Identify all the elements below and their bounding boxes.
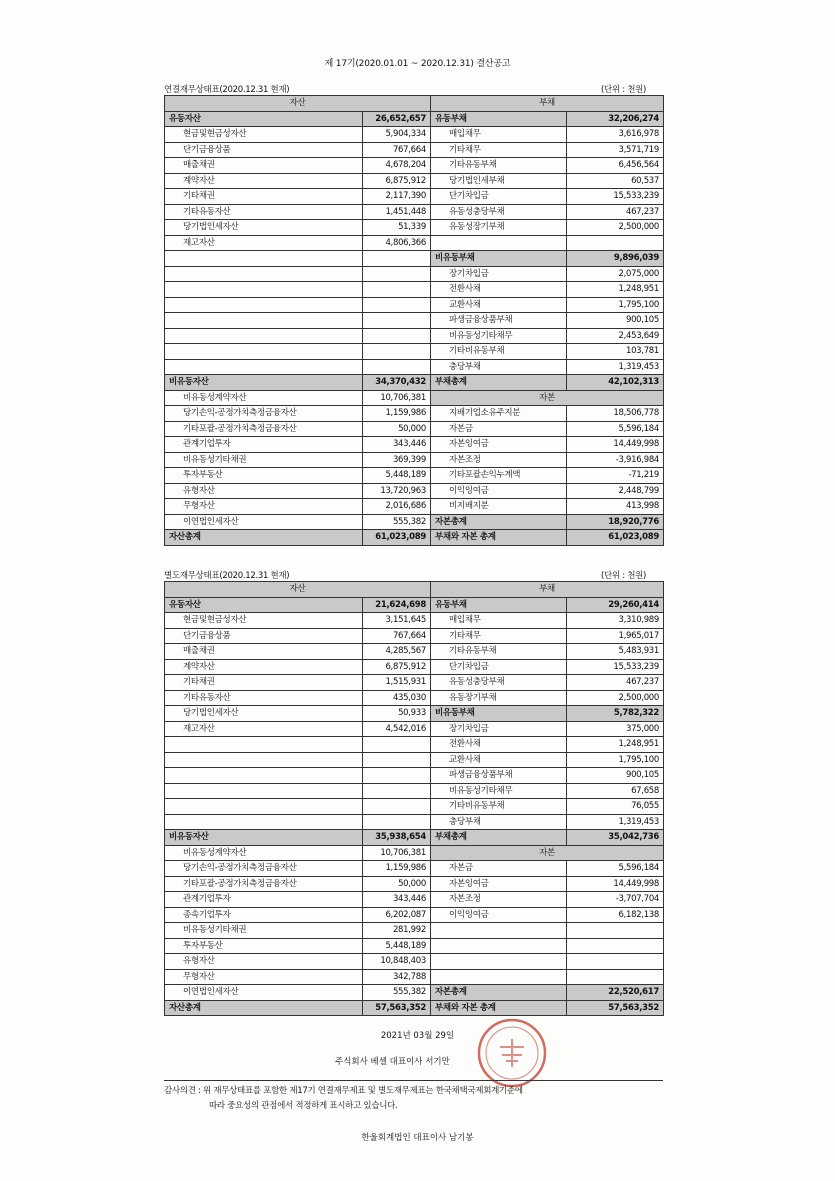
asset-value: 4,542,016 <box>363 721 431 737</box>
liability-label: 유동성장기부채 <box>431 220 567 236</box>
liability-label: 비유동부채 <box>431 251 567 267</box>
asset-value: 343,446 <box>363 892 431 908</box>
asset-value: 2,016,686 <box>363 499 431 515</box>
unit-label-separate: (단위 : 천원) <box>601 571 647 581</box>
table-row <box>165 644 664 660</box>
asset-label: 투자부동산 <box>165 938 363 954</box>
asset-value: 6,202,087 <box>363 907 431 923</box>
table-row <box>165 938 664 954</box>
asset-label: 기타유동자산 <box>165 204 363 220</box>
table-row <box>165 737 664 753</box>
equity-header: 자본 <box>431 845 664 861</box>
asset-value: 5,448,189 <box>363 468 431 484</box>
asset-label: 자산총계 <box>165 530 363 546</box>
liability-value: 9,896,039 <box>567 251 664 267</box>
liability-label: 교환사채 <box>431 297 567 313</box>
liability-value: 14,449,998 <box>567 876 664 892</box>
liability-label: 자본총계 <box>431 985 567 1001</box>
table-row <box>165 514 664 530</box>
asset-value <box>363 266 431 282</box>
asset-value <box>363 344 431 360</box>
asset-value: 10,848,403 <box>363 954 431 970</box>
table-row <box>165 721 664 737</box>
liability-label: 이익잉여금 <box>431 483 567 499</box>
asset-label <box>165 737 363 753</box>
liability-label: 자본잉여금 <box>431 876 567 892</box>
liability-value: 103,781 <box>567 344 664 360</box>
asset-label: 매출채권 <box>165 158 363 174</box>
liability-value: 67,658 <box>567 783 664 799</box>
liability-value: 2,500,000 <box>567 690 664 706</box>
asset-value <box>363 737 431 753</box>
liability-value: 467,237 <box>567 204 664 220</box>
asset-value <box>363 814 431 830</box>
liability-value: 2,500,000 <box>567 220 664 236</box>
table-row <box>165 173 664 189</box>
asset-label: 유형자산 <box>165 954 363 970</box>
liability-value: -3,916,984 <box>567 452 664 468</box>
asset-value: 6,875,912 <box>363 173 431 189</box>
liability-label: 이익잉여금 <box>431 907 567 923</box>
company-seal-stamp <box>476 1017 548 1089</box>
asset-label: 당기법인세자산 <box>165 706 363 722</box>
asset-value: 281,992 <box>363 923 431 939</box>
table-row <box>165 437 664 453</box>
asset-value: 4,285,567 <box>363 644 431 660</box>
table-row <box>165 142 664 158</box>
asset-label: 비유동성기타채권 <box>165 452 363 468</box>
liability-label <box>431 938 567 954</box>
table-row <box>165 799 664 815</box>
liability-label: 전환사채 <box>431 737 567 753</box>
table-row <box>165 969 664 985</box>
asset-value: 35,938,654 <box>363 830 431 846</box>
liability-label: 충당부채 <box>431 814 567 830</box>
asset-value: 61,023,089 <box>363 530 431 546</box>
asset-label: 기타채권 <box>165 189 363 205</box>
table-row <box>165 406 664 422</box>
liability-value: 76,055 <box>567 799 664 815</box>
table-row <box>165 468 664 484</box>
table-row <box>165 530 664 546</box>
liability-value: 18,920,776 <box>567 514 664 530</box>
liability-value: 22,520,617 <box>567 985 664 1001</box>
liability-label: 파생금융상품부채 <box>431 768 567 784</box>
table-row <box>165 313 664 329</box>
table-row <box>165 375 664 391</box>
asset-label: 계약자산 <box>165 173 363 189</box>
liability-value: 1,319,453 <box>567 359 664 375</box>
liability-value <box>567 235 664 251</box>
liability-value <box>567 969 664 985</box>
liability-label: 부채와 자본 총계 <box>431 530 567 546</box>
asset-value: 34,370,432 <box>363 375 431 391</box>
liability-value: 15,533,239 <box>567 189 664 205</box>
liability-label: 유동부채 <box>431 597 567 613</box>
liability-value: 1,795,100 <box>567 752 664 768</box>
liability-value: 35,042,736 <box>567 830 664 846</box>
table-row <box>165 985 664 1001</box>
liabilities-header: 부채 <box>431 96 664 112</box>
asset-label: 계약자산 <box>165 659 363 675</box>
asset-value: 50,933 <box>363 706 431 722</box>
asset-label: 기타채권 <box>165 675 363 691</box>
separate-caption: 별도재무상태표(2020.12.31 현재) <box>164 571 290 581</box>
asset-value <box>363 328 431 344</box>
table-row <box>165 675 664 691</box>
asset-label <box>165 251 363 267</box>
asset-label: 현금및현금성자산 <box>165 613 363 629</box>
table-row <box>165 483 664 499</box>
asset-value: 10,706,381 <box>363 390 431 406</box>
asset-label <box>165 313 363 329</box>
table-row <box>165 328 664 344</box>
table-row <box>165 282 664 298</box>
assets-header: 자산 <box>165 96 431 112</box>
asset-value <box>363 282 431 298</box>
liability-label: 유동성충당부채 <box>431 204 567 220</box>
liability-value <box>567 954 664 970</box>
asset-value: 21,624,698 <box>363 597 431 613</box>
liability-value: 18,506,778 <box>567 406 664 422</box>
asset-label: 재고자산 <box>165 721 363 737</box>
asset-label: 자산총계 <box>165 1000 363 1016</box>
asset-value: 5,448,189 <box>363 938 431 954</box>
asset-value: 4,678,204 <box>363 158 431 174</box>
liability-value: 413,998 <box>567 499 664 515</box>
table-row <box>165 189 664 205</box>
liability-label: 교환사채 <box>431 752 567 768</box>
liability-value: 900,105 <box>567 768 664 784</box>
asset-label: 비유동자산 <box>165 830 363 846</box>
table-row <box>165 111 664 127</box>
liability-value: 42,102,313 <box>567 375 664 391</box>
liability-label: 장기차입금 <box>431 266 567 282</box>
liability-value: 2,075,000 <box>567 266 664 282</box>
liability-value: 6,182,138 <box>567 907 664 923</box>
liability-value: 32,206,274 <box>567 111 664 127</box>
liability-value <box>567 938 664 954</box>
asset-label: 유동자산 <box>165 111 363 127</box>
table-row <box>165 1000 664 1016</box>
equity-header: 자본 <box>431 390 664 406</box>
asset-value: 555,382 <box>363 514 431 530</box>
asset-label: 당기손익-공정가치측정금융자산 <box>165 406 363 422</box>
asset-label <box>165 297 363 313</box>
liability-value: 5,483,931 <box>567 644 664 660</box>
liability-value: 60,537 <box>567 173 664 189</box>
liability-label: 비지배지분 <box>431 499 567 515</box>
asset-label <box>165 768 363 784</box>
asset-label <box>165 752 363 768</box>
asset-value <box>363 783 431 799</box>
liability-value: 1,319,453 <box>567 814 664 830</box>
liability-label: 매입채무 <box>431 613 567 629</box>
liability-value: -71,219 <box>567 468 664 484</box>
asset-value: 555,382 <box>363 985 431 1001</box>
table-row <box>165 359 664 375</box>
table-row <box>165 845 664 861</box>
liability-value: -3,707,704 <box>567 892 664 908</box>
asset-value: 767,664 <box>363 628 431 644</box>
company-signature: 주식회사 베셀 대표이사 서기만 <box>335 1057 450 1067</box>
asset-label: 당기손익-공정가치측정금융자산 <box>165 861 363 877</box>
asset-label: 유동자산 <box>165 597 363 613</box>
asset-value: 1,159,986 <box>363 406 431 422</box>
liability-label: 자본금 <box>431 861 567 877</box>
asset-value: 435,030 <box>363 690 431 706</box>
table-row <box>165 876 664 892</box>
asset-label <box>165 799 363 815</box>
liability-value: 29,260,414 <box>567 597 664 613</box>
liability-label <box>431 235 567 251</box>
table-row <box>165 923 664 939</box>
table-row <box>165 690 664 706</box>
table-row <box>165 628 664 644</box>
asset-value: 5,904,334 <box>363 127 431 143</box>
table-row <box>165 127 664 143</box>
liability-label: 지배기업소유주지분 <box>431 406 567 422</box>
liability-value: 5,782,322 <box>567 706 664 722</box>
table-row <box>165 892 664 908</box>
asset-label <box>165 814 363 830</box>
liability-value: 1,795,100 <box>567 297 664 313</box>
liability-value: 1,965,017 <box>567 628 664 644</box>
liability-label: 유동장기부채 <box>431 690 567 706</box>
asset-label: 기타포괄-공정가치측정금융자산 <box>165 421 363 437</box>
asset-label <box>165 783 363 799</box>
asset-label: 투자부동산 <box>165 468 363 484</box>
liability-label: 기타비유동부채 <box>431 799 567 815</box>
liability-label: 자본금 <box>431 421 567 437</box>
asset-label: 당기법인세자산 <box>165 220 363 236</box>
asset-value: 767,664 <box>363 142 431 158</box>
liability-label: 자본총계 <box>431 514 567 530</box>
asset-value: 3,151,645 <box>363 613 431 629</box>
liability-label: 기타채무 <box>431 142 567 158</box>
auditor-signature: 한울회계법인 대표이사 남기봉 <box>361 1133 474 1143</box>
liabilities-header: 부채 <box>431 582 664 598</box>
asset-label: 단기금융상품 <box>165 628 363 644</box>
asset-value <box>363 297 431 313</box>
asset-value: 1,451,448 <box>363 204 431 220</box>
table-row <box>165 390 664 406</box>
asset-label: 매출채권 <box>165 644 363 660</box>
asset-label: 무형자산 <box>165 499 363 515</box>
liability-label: 자본잉여금 <box>431 437 567 453</box>
asset-label: 비유동성계약자산 <box>165 845 363 861</box>
liability-value: 14,449,998 <box>567 437 664 453</box>
liability-label: 유동부채 <box>431 111 567 127</box>
table-row <box>165 251 664 267</box>
liability-label: 기타유동부채 <box>431 158 567 174</box>
liability-label: 비유동부채 <box>431 706 567 722</box>
page-title: 제 17기(2020.01.01 ~ 2020.12.31) 결산공고 <box>324 59 511 69</box>
asset-value: 343,446 <box>363 437 431 453</box>
asset-value <box>363 799 431 815</box>
asset-value <box>363 768 431 784</box>
liability-label: 비유동성기타채무 <box>431 783 567 799</box>
liability-label: 기타포괄손익누계액 <box>431 468 567 484</box>
table-row <box>165 768 664 784</box>
liability-value: 3,571,719 <box>567 142 664 158</box>
table-row <box>165 814 664 830</box>
separate-balance-sheet <box>164 581 664 1016</box>
table-row <box>165 158 664 174</box>
asset-label <box>165 266 363 282</box>
table-row <box>165 344 664 360</box>
liability-value: 2,448,799 <box>567 483 664 499</box>
asset-value: 2,117,390 <box>363 189 431 205</box>
liability-value: 1,248,951 <box>567 737 664 753</box>
table-row <box>165 783 664 799</box>
unit-label-consolidated: (단위 : 천원) <box>601 85 647 95</box>
table-row <box>165 266 664 282</box>
liability-label: 기타채무 <box>431 628 567 644</box>
table-row <box>165 861 664 877</box>
table-row <box>165 297 664 313</box>
asset-value: 1,159,986 <box>363 861 431 877</box>
liability-value: 61,023,089 <box>567 530 664 546</box>
liability-label: 기타유동부채 <box>431 644 567 660</box>
asset-label <box>165 359 363 375</box>
liability-label: 충당부채 <box>431 359 567 375</box>
asset-value <box>363 752 431 768</box>
liability-label: 부채총계 <box>431 830 567 846</box>
liability-label: 당기법인세부채 <box>431 173 567 189</box>
asset-value: 51,339 <box>363 220 431 236</box>
table-row <box>165 499 664 515</box>
asset-value: 4,806,366 <box>363 235 431 251</box>
table-row <box>165 597 664 613</box>
consolidated-balance-sheet <box>164 95 664 546</box>
liability-value: 5,596,184 <box>567 861 664 877</box>
liability-label: 단기차입금 <box>431 659 567 675</box>
asset-value: 1,515,931 <box>363 675 431 691</box>
asset-label: 비유동성계약자산 <box>165 390 363 406</box>
consolidated-caption: 연결재무상태표(2020.12.31 현재) <box>164 85 290 95</box>
table-row <box>165 954 664 970</box>
asset-label: 이연법인세자산 <box>165 985 363 1001</box>
table-row <box>165 220 664 236</box>
liability-value: 467,237 <box>567 675 664 691</box>
liability-label: 부채와 자본 총계 <box>431 1000 567 1016</box>
separator-line <box>164 1080 663 1081</box>
liability-value: 375,000 <box>567 721 664 737</box>
liability-label: 파생금융상품부채 <box>431 313 567 329</box>
audit-opinion-line-1: 감사의견 : 위 재무상태표를 포함한 제17기 연결재무제표 및 별도재무제표는 한국채택국제회계기준에 <box>164 1086 523 1096</box>
liability-label: 유동성충당부채 <box>431 675 567 691</box>
asset-value: 26,652,657 <box>363 111 431 127</box>
assets-header: 자산 <box>165 582 431 598</box>
asset-label: 비유동자산 <box>165 375 363 391</box>
liability-label: 자본조정 <box>431 892 567 908</box>
table-row <box>165 706 664 722</box>
asset-label: 무형자산 <box>165 969 363 985</box>
asset-label: 유형자산 <box>165 483 363 499</box>
liability-value: 6,456,564 <box>567 158 664 174</box>
asset-label: 기타유동자산 <box>165 690 363 706</box>
table-row <box>165 907 664 923</box>
liability-value: 1,248,951 <box>567 282 664 298</box>
asset-value: 369,399 <box>363 452 431 468</box>
table-row <box>165 830 664 846</box>
liability-label: 부채총계 <box>431 375 567 391</box>
table-row <box>165 235 664 251</box>
asset-label: 종속기업투자 <box>165 907 363 923</box>
asset-value <box>363 251 431 267</box>
asset-label: 기타포괄-공정가치측정금융자산 <box>165 876 363 892</box>
table-row <box>165 613 664 629</box>
table-row <box>165 452 664 468</box>
liability-label: 장기차입금 <box>431 721 567 737</box>
audit-opinion <box>164 1084 523 1114</box>
liability-value: 57,563,352 <box>567 1000 664 1016</box>
asset-value: 50,000 <box>363 876 431 892</box>
asset-label: 비유동성기타채권 <box>165 923 363 939</box>
asset-value <box>363 313 431 329</box>
audit-opinion-line-2: 따라 중요성의 관점에서 적정하게 표시하고 있습니다. <box>209 1101 398 1111</box>
liability-label <box>431 923 567 939</box>
asset-value: 342,788 <box>363 969 431 985</box>
asset-value: 50,000 <box>363 421 431 437</box>
liability-label <box>431 969 567 985</box>
asset-label: 단기금융상품 <box>165 142 363 158</box>
asset-label: 현금및현금성자산 <box>165 127 363 143</box>
asset-label: 재고자산 <box>165 235 363 251</box>
liability-value: 3,616,978 <box>567 127 664 143</box>
asset-label: 관계기업투자 <box>165 892 363 908</box>
liability-value: 900,105 <box>567 313 664 329</box>
liability-label: 단기차입금 <box>431 189 567 205</box>
table-row <box>165 659 664 675</box>
table-row <box>165 204 664 220</box>
asset-label <box>165 344 363 360</box>
liability-label: 매입채무 <box>431 127 567 143</box>
liability-value: 2,453,649 <box>567 328 664 344</box>
liability-label: 비유동성기타채무 <box>431 328 567 344</box>
asset-value: 6,875,912 <box>363 659 431 675</box>
asset-value <box>363 359 431 375</box>
liability-label: 기타비유동부채 <box>431 344 567 360</box>
asset-value: 13,720,963 <box>363 483 431 499</box>
liability-label: 자본조정 <box>431 452 567 468</box>
liability-value: 5,596,184 <box>567 421 664 437</box>
liability-value <box>567 923 664 939</box>
asset-label: 이연법인세자산 <box>165 514 363 530</box>
liability-label: 전환사채 <box>431 282 567 298</box>
asset-label <box>165 282 363 298</box>
asset-label: 관계기업투자 <box>165 437 363 453</box>
liability-label <box>431 954 567 970</box>
asset-label <box>165 328 363 344</box>
asset-value: 57,563,352 <box>363 1000 431 1016</box>
table-row <box>165 752 664 768</box>
liability-value: 15,533,239 <box>567 659 664 675</box>
announcement-date: 2021년 03월 29일 <box>380 1031 455 1041</box>
table-row <box>165 421 664 437</box>
liability-value: 3,310,989 <box>567 613 664 629</box>
asset-value: 10,706,381 <box>363 845 431 861</box>
